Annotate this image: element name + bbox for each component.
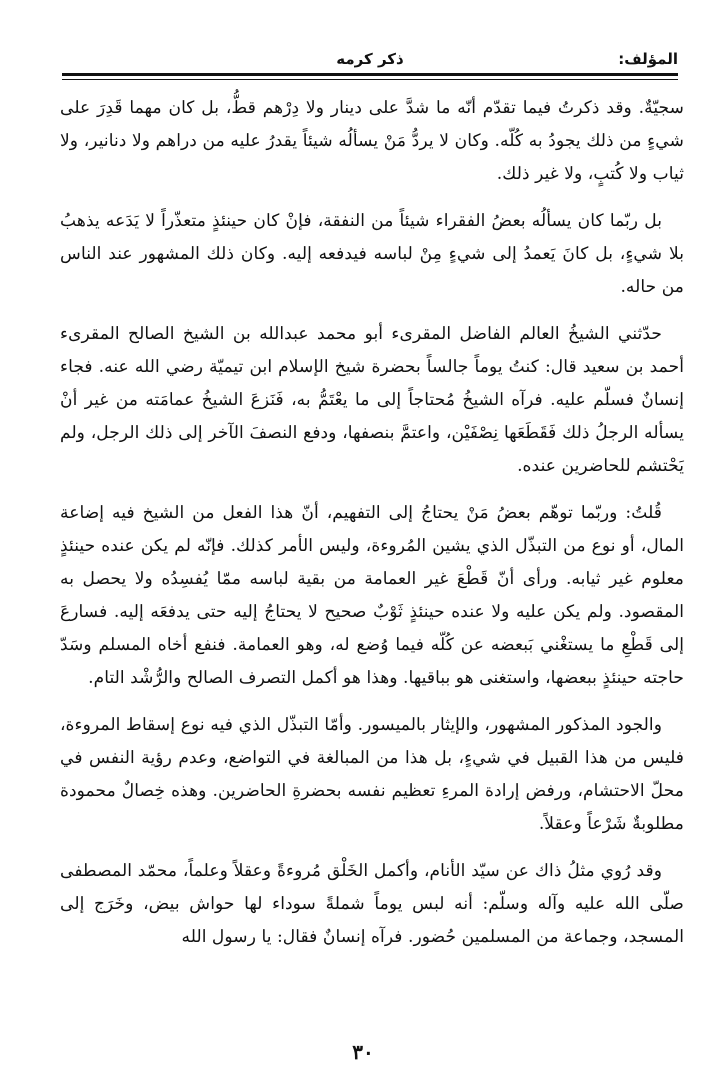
paragraph-5: والجود المذكور المشهور، والإيثار بالميسور. وأمّا التبذّل الذي فيه نوع إسقاط المروءة، فليس من هذا القبيل في شيءٍ، بل هذا من المبالغة في التواضع، وعدم رؤية النفس في محلّ الاحتشام، ورفض إرادة المرءِ تعظيم نفسه بحضرةِ الحاضرين. وهذه خِصالٌ محمودة مطلوبةٌ شَرْعاً وعقلاً. <box>60 715 684 834</box>
running-header <box>62 48 678 72</box>
header-rule-thick <box>62 73 678 76</box>
paragraph-1: سجيّةٌ. وقد ذكرتُ فيما تقدّم أنّه ما شدَّ على دينار ولا دِرْهم قطُّ، بل كان مهما قَدِرَ على شيءٍ من ذلك يجودُ به كُلّه. وكان لا يردُّ مَنْ يسألُه شيئاً يقدرُ عليه من دراهم ولا دنانير، ولا ثياب ولا كُتبٍ، ولا غير ذلك. <box>60 98 684 184</box>
paragraph-4: قُلتُ: وربّما توهّم بعضُ مَنْ يحتاجُ إلى التفهيم، أنّ هذا الفعل من الشيخ فيه إضاعة المال، أو نوع من التبذّل الذي يشين المُروءة، وليس الأمر كذلك. فإنّه لم يكن عنده حينئذٍ معلوم غير ثيابه. ورأى أنّ قَطْعَ غير العمامة من بقية لباسه ممّا يُفسِدُه ولا يحصل به المقصود. ولم يكن عليه ولا عنده حينئذٍ ثَوْبٌ صحيح لا يحتاجُ إليه حتى يدفعَه إليه. فسارعَ إلى قَطْعِ ما يستغْني بَبعضه عن كُلّه فيما وُضع له، وهو العمامة. فنفع أخاه المسلم وسَدّ حاجته حينئذٍ ببعضها، واستغنى هو بباقيها. وهذا هو أكمل التصرف الصالح والرُّشْد التام. <box>60 503 684 688</box>
paragraph-6: وقد رُوي مثلُ ذاك عن سيّد الأنام، وأكمل الخَلْق مُروءةً وعقلاً وعلماً، محمّد المصطفى صلّى الله عليه وآله وسلّم: أنه لبس يوماً شملةً سوداء لها حواش بيض، وخَرَج إلى المسجد، وجماعة من المسلمين حُضور. فرآه إنسانٌ فقال: يا رسول الله <box>60 861 684 947</box>
author-label: المؤلف: <box>618 50 678 68</box>
page-number: ٣٠ <box>352 1040 374 1064</box>
header-rule-thin <box>62 79 678 80</box>
paragraph-3: حدّثني الشيخُ العالم الفاضل المقرىء أبو محمد عبدالله بن الشيخ الصالح المقرىء أحمد بن سعيد قال: كنتُ يوماً جالساً بحضرة شيخ الإسلام ابن تيميّة رضي الله عنه. فجاء إنسانٌ فسلّم عليه. فرآه الشيخُ مُحتاجاً إلى ما يعْتَمُّ به، فَنَزعَ الشيخُ عمامَته من غير أنْ يسأله الرجلُ ذلك فَقَطَعَها نِصْفَيْن، واعتمَّ بنصفها، ودفع النصفَ الآخر إلى ذلك الرجل، ولم يَحْتشم للحاضرين عنده. <box>60 324 684 476</box>
page-body <box>60 92 684 968</box>
section-title: ذكر كرمه <box>336 50 404 68</box>
paragraph-2: بل ربّما كان يسألُه بعضُ الفقراء شيئاً من النفقة، فإنْ كان حينئذٍ متعذّراً لا يَدَعه يذهبُ بلا شيءٍ، بل كانَ يَعمدُ إلى شيءٍ مِنْ لباسه فيدفعه إليه. وكان ذلك المشهور عند الناس من حاله. <box>60 211 684 297</box>
